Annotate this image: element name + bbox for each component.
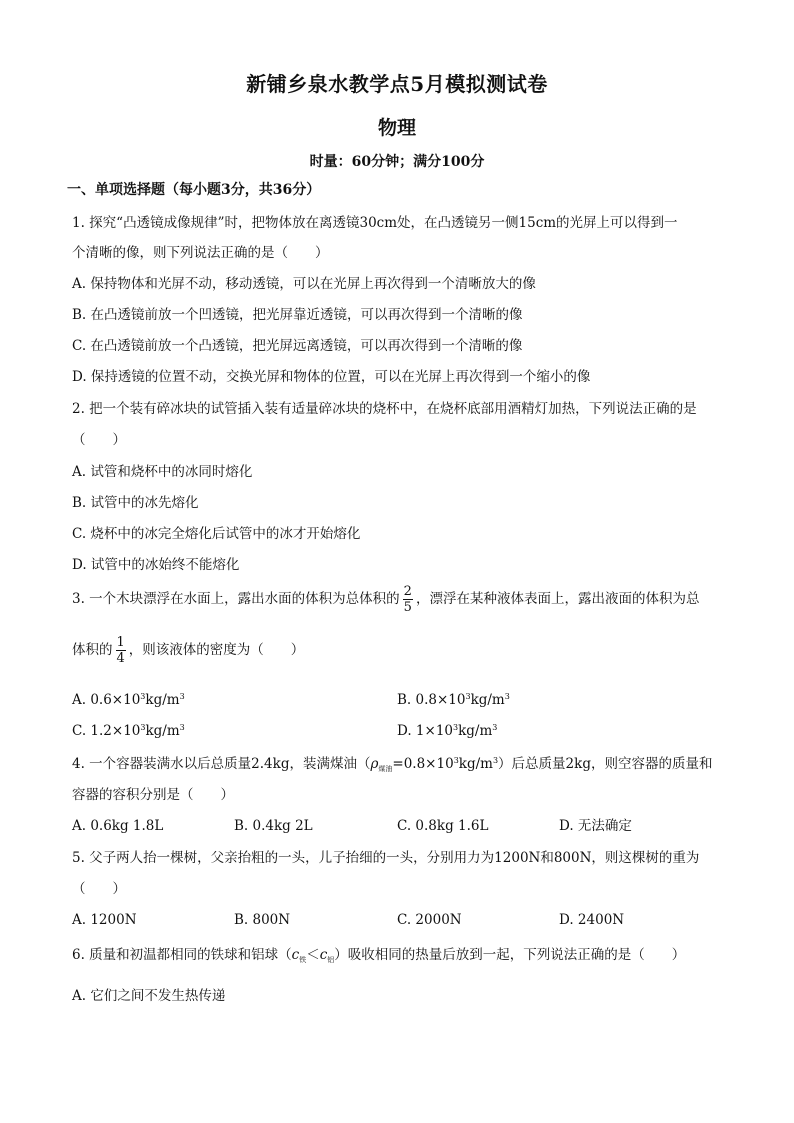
- rho-subscript: 煤油: [378, 765, 393, 773]
- question-5-option-b: B. 800N: [234, 912, 291, 928]
- unit: kg/m: [470, 692, 505, 708]
- fraction-one-quarter: [116, 635, 126, 666]
- question-5-stem-line2: （ ）: [72, 881, 126, 897]
- question-2-option-c: C. 烧杯中的冰完全熔化后试管中的冰才开始熔化: [72, 526, 361, 542]
- unit: kg/m: [145, 692, 180, 708]
- unit: kg/m: [458, 756, 493, 772]
- unit-exponent: 3: [179, 692, 185, 701]
- question-5-option-d: D. 2400N: [559, 912, 625, 928]
- question-3-stem-line2: [72, 635, 304, 666]
- question-4-option-d: D. 无法确定: [559, 818, 632, 834]
- question-3-stem-line1: [72, 584, 699, 615]
- q3-text-c: 体积的: [72, 642, 113, 658]
- question-3-option-c: [72, 721, 185, 741]
- exam-title: 新铺乡泉水教学点5月模拟测试卷: [246, 72, 548, 96]
- unit-exponent: 3: [492, 723, 498, 732]
- exponent: 3: [453, 756, 459, 765]
- exponent: 3: [140, 692, 146, 701]
- unit: kg/m: [458, 723, 493, 739]
- question-2-stem-line1: 2. 把一个装有碎冰块的试管插入装有适量碎冰块的烧杯中，在烧杯底部用酒精灯加热，下列说法正确的是: [72, 401, 697, 417]
- question-5-option-c: C. 2000N: [397, 912, 462, 928]
- c-symbol: c: [291, 947, 300, 963]
- unit-exponent: 3: [179, 723, 185, 732]
- question-1-option-c: C. 在凸透镜前放一个凸透镜，把光屏远离透镜，可以再次得到一个清晰的像: [72, 338, 523, 354]
- exponent: 3: [453, 723, 459, 732]
- option-text: D. 1×10: [397, 723, 454, 739]
- c-subscript-iron: 铁: [299, 956, 307, 964]
- q3-text-d: ，则该液体的密度为（ ）: [128, 642, 305, 658]
- q6-text-b: ）吸收相同的热量后放到一起，下列说法正确的是（ ）: [334, 947, 686, 963]
- subject-title: 物理: [377, 117, 416, 139]
- question-2-option-b: B. 试管中的冰先熔化: [72, 495, 199, 511]
- time-info: 时量：60分钟；满分100分: [309, 154, 485, 170]
- question-5-option-a: A. 1200N: [72, 912, 137, 928]
- question-6-stem-line1: [72, 945, 685, 965]
- question-1-stem-line1: 1. 探究“凸透镜成像规律”时，把物体放在离透镜30cm处，在凸透镜另一侧15cm的光屏上可以得到一: [72, 215, 678, 231]
- exponent: 3: [140, 723, 146, 732]
- question-4-option-c: C. 0.8kg 1.6L: [397, 818, 489, 834]
- question-1-option-d: D. 保持透镜的位置不动，交换光屏和物体的位置，可以在光屏上再次得到一个缩小的像: [72, 369, 591, 385]
- c-symbol: c: [319, 947, 328, 963]
- q3-text-a: 3. 一个木块漂浮在水面上，露出水面的体积为总体积的: [72, 591, 400, 607]
- q4-text-a: 4. 一个容器装满水以后总质量2.4kg，装满煤油（: [72, 756, 371, 772]
- unit-exponent: 3: [504, 692, 510, 701]
- question-3-option-a: [72, 690, 185, 710]
- less-than-sign: ＜: [306, 947, 320, 963]
- fraction-denominator: 5: [403, 600, 412, 615]
- question-2-option-a: A. 试管和烧杯中的冰同时熔化: [72, 464, 253, 480]
- rho-symbol: ρ: [370, 756, 379, 772]
- fraction-numerator: 2: [403, 584, 412, 599]
- option-text: B. 0.8×10: [397, 692, 466, 708]
- question-2-stem-line2: （ ）: [72, 432, 126, 448]
- fraction-two-fifths: [403, 584, 413, 615]
- exponent: 3: [465, 692, 471, 701]
- question-1-stem-line2: 个清晰的像，则下列说法正确的是（ ）: [72, 245, 329, 261]
- question-4-stem-line2: 容器的容积分别是（ ）: [72, 787, 234, 803]
- question-3-option-b: [397, 690, 510, 710]
- question-5-stem-line1: 5. 父子两人抬一棵树，父亲抬粗的一头，儿子抬细的一头，分别用力为1200N和800N，则这棵树的重为: [72, 850, 700, 866]
- question-1-option-b: B. 在凸透镜前放一个凹透镜，把光屏靠近透镜，可以再次得到一个清晰的像: [72, 307, 523, 323]
- option-text: C. 1.2×10: [72, 723, 141, 739]
- q6-text-a: 6. 质量和初温都相同的铁球和铝球（: [72, 947, 292, 963]
- option-text: A. 0.6×10: [72, 692, 141, 708]
- q4-text-c: ）后总质量2kg，则空容器的质量和: [498, 756, 713, 772]
- c-subscript-aluminum: 铝: [327, 956, 335, 964]
- q4-text-b: =0.8×10: [392, 756, 454, 772]
- fraction-denominator: 4: [116, 651, 125, 666]
- question-4-option-b: B. 0.4kg 2L: [234, 818, 313, 834]
- q3-text-b: ，漂浮在某种液体表面上，露出液面的体积为总: [415, 591, 700, 607]
- question-6-option-a: A. 它们之间不发生热传递: [72, 988, 226, 1004]
- fraction-numerator: 1: [116, 635, 125, 650]
- question-2-option-d: D. 试管中的冰始终不能熔化: [72, 557, 240, 573]
- unit: kg/m: [145, 723, 180, 739]
- unit-exponent: 3: [492, 756, 499, 765]
- question-4-stem-line1: [72, 754, 712, 774]
- question-1-option-a: A. 保持物体和光屏不动，移动透镜，可以在光屏上再次得到一个清晰放大的像: [72, 276, 536, 292]
- question-4-option-a: A. 0.6kg 1.8L: [72, 818, 164, 834]
- section-heading: 一、单项选择题（每小题3分，共36分）: [67, 182, 321, 198]
- question-3-option-d: [397, 721, 497, 741]
